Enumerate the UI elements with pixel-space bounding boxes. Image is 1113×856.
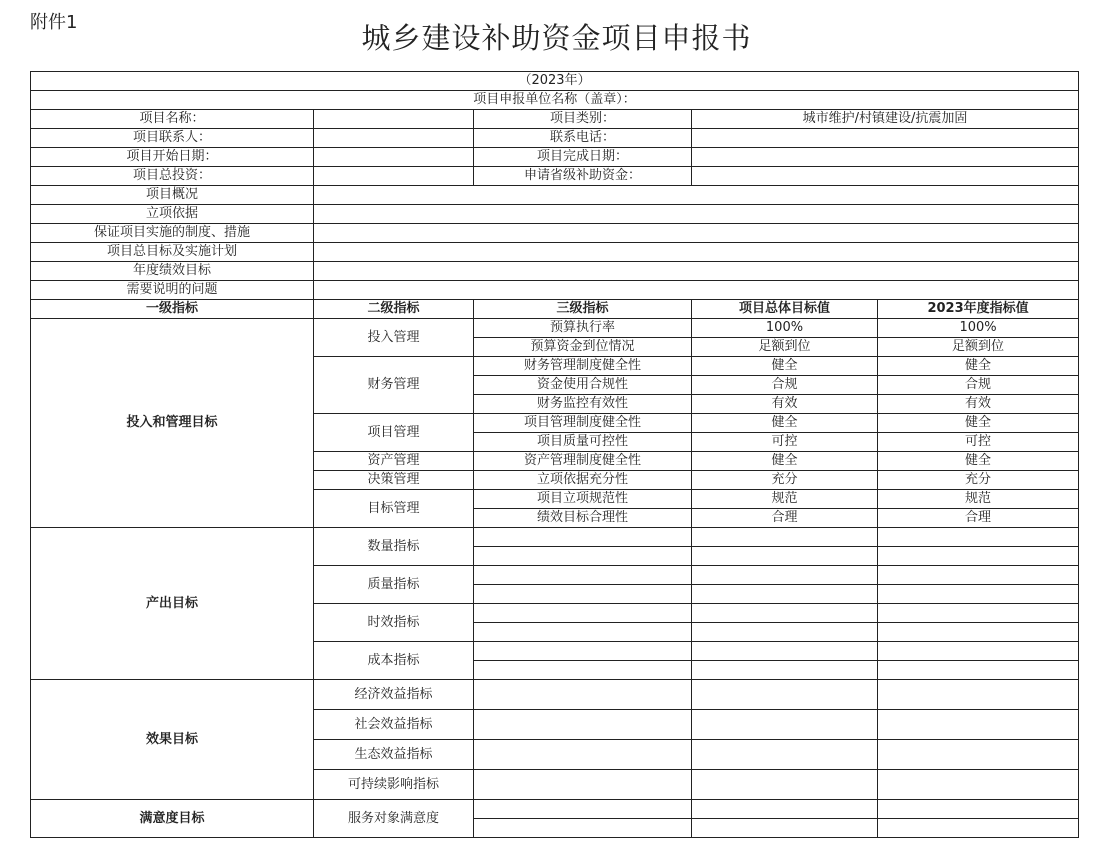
year-value[interactable] bbox=[878, 642, 1079, 661]
level1-effect: 效果目标 bbox=[31, 680, 314, 800]
desc-label: 项目总目标及实施计划 bbox=[31, 243, 314, 262]
desc-field[interactable] bbox=[314, 262, 1079, 281]
level2-cell: 决策管理 bbox=[314, 471, 474, 490]
page-title: 城乡建设补助资金项目申报书 bbox=[361, 21, 752, 55]
year-value[interactable] bbox=[878, 770, 1079, 800]
project-contact-label: 项目联系人： bbox=[31, 129, 314, 148]
overall-value[interactable]: 可控 bbox=[692, 433, 878, 452]
total-investment-label: 项目总投资： bbox=[31, 167, 314, 186]
level3-field[interactable] bbox=[474, 585, 692, 604]
level3-cell: 项目管理制度健全性 bbox=[474, 414, 692, 433]
year-value[interactable] bbox=[878, 585, 1079, 604]
level2-cell: 可持续影响指标 bbox=[314, 770, 474, 800]
subsidy-field[interactable] bbox=[692, 167, 1079, 186]
overall-value[interactable] bbox=[692, 800, 878, 819]
total-investment-field[interactable] bbox=[314, 167, 474, 186]
level2-cell: 质量指标 bbox=[314, 566, 474, 604]
level3-cell: 资产管理制度健全性 bbox=[474, 452, 692, 471]
level3-cell: 项目质量可控性 bbox=[474, 433, 692, 452]
year-value[interactable]: 合规 bbox=[878, 376, 1079, 395]
overall-value[interactable]: 足额到位 bbox=[692, 338, 878, 357]
desc-label: 年度绩效目标 bbox=[31, 262, 314, 281]
overall-value[interactable]: 健全 bbox=[692, 414, 878, 433]
project-contact-field[interactable] bbox=[314, 129, 474, 148]
overall-value[interactable] bbox=[692, 623, 878, 642]
level3-field[interactable] bbox=[474, 623, 692, 642]
level2-cell: 项目管理 bbox=[314, 414, 474, 452]
year-value[interactable] bbox=[878, 661, 1079, 680]
year-value[interactable] bbox=[878, 710, 1079, 740]
year-value[interactable]: 充分 bbox=[878, 471, 1079, 490]
level2-cell: 社会效益指标 bbox=[314, 710, 474, 740]
level3-cell: 预算资金到位情况 bbox=[474, 338, 692, 357]
level3-field[interactable] bbox=[474, 710, 692, 740]
year-value[interactable] bbox=[878, 566, 1079, 585]
level2-cell: 时效指标 bbox=[314, 604, 474, 642]
level2-cell: 生态效益指标 bbox=[314, 740, 474, 770]
application-form-table bbox=[30, 71, 1079, 838]
overall-value[interactable]: 充分 bbox=[692, 471, 878, 490]
level3-field[interactable] bbox=[474, 770, 692, 800]
desc-field[interactable] bbox=[314, 186, 1079, 205]
year-value[interactable] bbox=[878, 680, 1079, 710]
year-value[interactable] bbox=[878, 547, 1079, 566]
overall-value[interactable] bbox=[692, 770, 878, 800]
phone-field[interactable] bbox=[692, 129, 1079, 148]
level3-cell: 绩效目标合理性 bbox=[474, 509, 692, 528]
desc-field[interactable] bbox=[314, 281, 1079, 300]
year-value[interactable]: 有效 bbox=[878, 395, 1079, 414]
level3-field[interactable] bbox=[474, 604, 692, 623]
desc-label: 立项依据 bbox=[31, 205, 314, 224]
level3-field[interactable] bbox=[474, 740, 692, 770]
year-value[interactable] bbox=[878, 604, 1079, 623]
overall-value[interactable]: 健全 bbox=[692, 452, 878, 471]
overall-value[interactable] bbox=[692, 547, 878, 566]
level1-input-management: 投入和管理目标 bbox=[31, 319, 314, 528]
start-date-label: 项目开始日期： bbox=[31, 148, 314, 167]
desc-field[interactable] bbox=[314, 205, 1079, 224]
overall-value[interactable]: 规范 bbox=[692, 490, 878, 509]
header-year-target: 2023年度指标值 bbox=[878, 300, 1079, 319]
level3-cell: 立项依据充分性 bbox=[474, 471, 692, 490]
year-value[interactable] bbox=[878, 740, 1079, 770]
overall-value[interactable]: 有效 bbox=[692, 395, 878, 414]
project-name-label: 项目名称： bbox=[31, 110, 314, 129]
attachment-label: 附件1 bbox=[30, 12, 78, 33]
year-value[interactable]: 规范 bbox=[878, 490, 1079, 509]
year-value[interactable] bbox=[878, 623, 1079, 642]
phone-label: 联系电话： bbox=[474, 129, 692, 148]
level2-cell: 经济效益指标 bbox=[314, 680, 474, 710]
overall-value[interactable] bbox=[692, 642, 878, 661]
end-date-field[interactable] bbox=[692, 148, 1079, 167]
year-value[interactable]: 100% bbox=[878, 319, 1079, 338]
level3-field[interactable] bbox=[474, 566, 692, 585]
year-value[interactable] bbox=[878, 528, 1079, 547]
overall-value[interactable] bbox=[692, 528, 878, 547]
level3-cell: 财务管理制度健全性 bbox=[474, 357, 692, 376]
level2-cell: 投入管理 bbox=[314, 319, 474, 357]
overall-value[interactable] bbox=[692, 566, 878, 585]
level2-cell: 目标管理 bbox=[314, 490, 474, 528]
level2-cell: 资产管理 bbox=[314, 452, 474, 471]
header-level2: 二级指标 bbox=[314, 300, 474, 319]
level3-cell: 项目立项规范性 bbox=[474, 490, 692, 509]
level3-field[interactable] bbox=[474, 642, 692, 661]
level2-cell: 成本指标 bbox=[314, 642, 474, 680]
level2-cell: 财务管理 bbox=[314, 357, 474, 414]
desc-field[interactable] bbox=[314, 224, 1079, 243]
level3-field[interactable] bbox=[474, 680, 692, 710]
level3-field[interactable] bbox=[474, 800, 692, 819]
level1-satisfaction: 满意度目标 bbox=[31, 800, 314, 838]
overall-value[interactable] bbox=[692, 740, 878, 770]
overall-value[interactable] bbox=[692, 604, 878, 623]
project-category-value[interactable]: 城市维护/村镇建设/抗震加固 bbox=[692, 110, 1079, 129]
level3-field[interactable] bbox=[474, 528, 692, 547]
year-value[interactable]: 合理 bbox=[878, 509, 1079, 528]
end-date-label: 项目完成日期： bbox=[474, 148, 692, 167]
overall-value[interactable]: 合规 bbox=[692, 376, 878, 395]
year-value[interactable]: 健全 bbox=[878, 452, 1079, 471]
level3-field[interactable] bbox=[474, 661, 692, 680]
project-name-field[interactable] bbox=[314, 110, 474, 129]
project-category-label: 项目类别： bbox=[474, 110, 692, 129]
overall-value[interactable] bbox=[692, 680, 878, 710]
year-value[interactable]: 健全 bbox=[878, 357, 1079, 376]
overall-value[interactable]: 100% bbox=[692, 319, 878, 338]
overall-value[interactable] bbox=[692, 661, 878, 680]
overall-value[interactable] bbox=[692, 819, 878, 838]
level3-cell: 财务监控有效性 bbox=[474, 395, 692, 414]
unit-line: 项目申报单位名称（盖章）： bbox=[31, 91, 1079, 110]
desc-label: 项目概况 bbox=[31, 186, 314, 205]
subsidy-label: 申请省级补助资金： bbox=[474, 167, 692, 186]
start-date-field[interactable] bbox=[314, 148, 474, 167]
level3-field[interactable] bbox=[474, 819, 692, 838]
header-overall-target: 项目总体目标值 bbox=[692, 300, 878, 319]
year-value[interactable] bbox=[878, 800, 1079, 819]
header-level1: 一级指标 bbox=[31, 300, 314, 319]
year-line: （2023年） bbox=[31, 72, 1079, 91]
year-value[interactable]: 足额到位 bbox=[878, 338, 1079, 357]
desc-label: 需要说明的问题 bbox=[31, 281, 314, 300]
year-value[interactable]: 可控 bbox=[878, 433, 1079, 452]
desc-label: 保证项目实施的制度、措施 bbox=[31, 224, 314, 243]
level3-cell: 资金使用合规性 bbox=[474, 376, 692, 395]
level3-field[interactable] bbox=[474, 547, 692, 566]
level2-cell: 服务对象满意度 bbox=[314, 800, 474, 838]
year-value[interactable]: 健全 bbox=[878, 414, 1079, 433]
level3-cell: 预算执行率 bbox=[474, 319, 692, 338]
desc-field[interactable] bbox=[314, 243, 1079, 262]
overall-value[interactable]: 合理 bbox=[692, 509, 878, 528]
level2-cell: 数量指标 bbox=[314, 528, 474, 566]
overall-value[interactable] bbox=[692, 585, 878, 604]
overall-value[interactable] bbox=[692, 710, 878, 740]
header-level3: 三级指标 bbox=[474, 300, 692, 319]
overall-value[interactable]: 健全 bbox=[692, 357, 878, 376]
level1-output: 产出目标 bbox=[31, 528, 314, 680]
year-value[interactable] bbox=[878, 819, 1079, 838]
